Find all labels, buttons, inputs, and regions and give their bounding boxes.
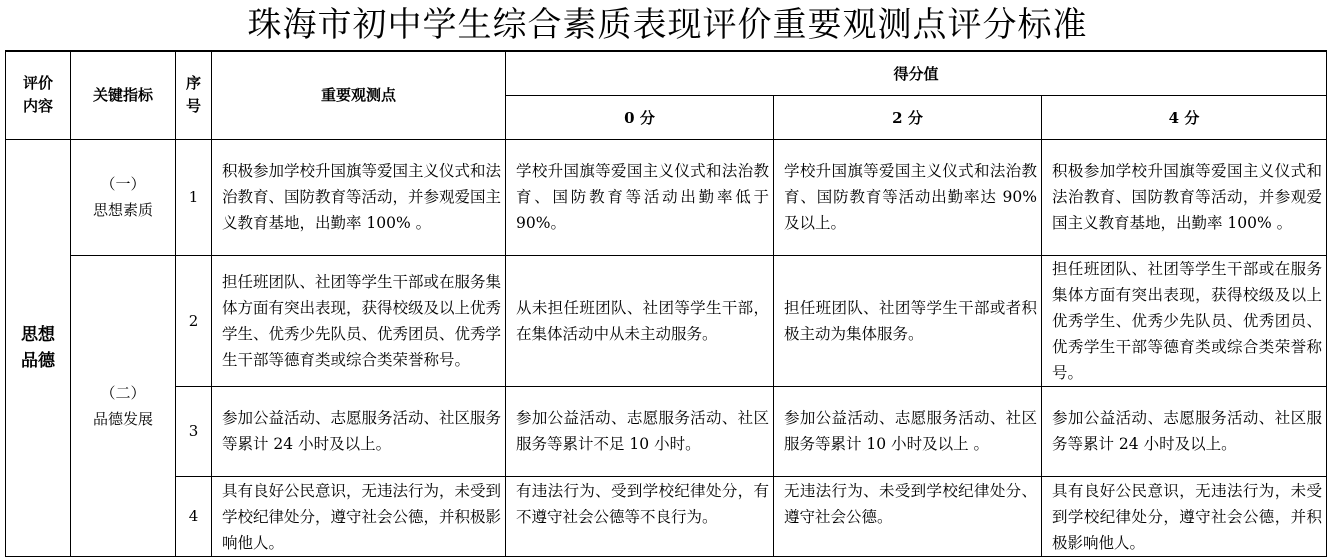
- score-4-cell: 参加公益活动、志愿服务活动、社区服务等累计 24 小时及以上。: [1042, 386, 1327, 476]
- score-2-cell: 参加公益活动、志愿服务活动、社区服务等累计 10 小时及以上 。: [774, 386, 1042, 476]
- indicator-number: （二）: [100, 383, 146, 402]
- score-0-cell: 参加公益活动、志愿服务活动、社区服务等累计不足 10 小时。: [506, 386, 774, 476]
- observation-cell: 担任班团队、社团等学生干部或在服务集体方面有突出表现，获得校级及以上优秀学生、优秀少先队员、优秀团员、优秀学生干部等德育类或综合类荣誉称号。: [212, 255, 506, 386]
- document-title: 珠海市初中学生综合素质表现评价重要观测点评分标准: [247, 5, 1088, 45]
- header-score-4: 4 分: [1042, 95, 1327, 139]
- header-score-group: 得分值: [506, 51, 1327, 95]
- indicator-label: 品德发展: [92, 409, 153, 428]
- observation-cell: 具有良好公民意识，无违法行为，未受到学校纪律处分，遵守社会公德，并积极影响他人。: [212, 476, 506, 556]
- header-number-line-2: 号: [185, 97, 201, 116]
- table-row: [6, 386, 1327, 476]
- table-row: [6, 476, 1327, 556]
- score-0-cell: 从未担任班团队、社团等学生干部，在集体活动中从未主动服务。: [506, 255, 774, 386]
- header-number: [176, 51, 212, 139]
- observation-cell: 积极参加学校升国旗等爱国主义仪式和法治教育、国防教育等活动，并参观爱国主义教育基地，出勤率 100% 。: [212, 139, 506, 255]
- table-row: [6, 139, 1327, 255]
- score-2-cell: 担任班团队、社团等学生干部或者积极主动为集体服务。: [774, 255, 1042, 386]
- score-2-cell: 无违法行为、未受到学校纪律处分、遵守社会公德。: [774, 476, 1042, 556]
- header-category-line-1: 评价: [22, 74, 53, 93]
- header-category-line-2: 内容: [22, 97, 53, 116]
- category-line-1: 思想: [21, 324, 55, 345]
- header-number-line-1: 序: [185, 74, 201, 93]
- scoring-standard-table: [5, 50, 1327, 557]
- score-2-cell: 学校升国旗等爱国主义仪式和法治教育、国防教育等活动出勤率达 90%及以上。: [774, 139, 1042, 255]
- score-4-cell: 具有良好公民意识，无违法行为，未受到学校纪律处分，遵守社会公德，并积极影响他人。: [1042, 476, 1327, 556]
- header-category: [6, 51, 71, 139]
- row-number: 4: [176, 476, 212, 556]
- indicator-cell-thought: [71, 139, 176, 255]
- header-observation: 重要观测点: [212, 51, 506, 139]
- header-row-1: [6, 51, 1327, 95]
- table-row: [6, 255, 1327, 386]
- score-4-cell: 积极参加学校升国旗等爱国主义仪式和法治教育、国防教育等活动，并参观爱国主义教育基地，出勤率 100% 。: [1042, 139, 1327, 255]
- category-line-2: 品德: [21, 350, 55, 371]
- score-0-cell: 有违法行为、受到学校纪律处分，有不遵守社会公德等不良行为。: [506, 476, 774, 556]
- header-score-0: 0 分: [506, 95, 774, 139]
- score-4-cell: 担任班团队、社团等学生干部或在服务集体方面有突出表现，获得校级及以上优秀学生、优秀少先队员、优秀团员、优秀学生干部等德育类或综合类荣誉称号。: [1042, 255, 1327, 386]
- score-0-cell: 学校升国旗等爱国主义仪式和法治教育、国防教育等活动出勤率低于 90%。: [506, 139, 774, 255]
- row-number: 3: [176, 386, 212, 476]
- indicator-label: 思想素质: [92, 201, 153, 219]
- row-number: 1: [176, 139, 212, 255]
- header-score-2: 2 分: [774, 95, 1042, 139]
- category-cell: [6, 139, 71, 556]
- indicator-cell-morality: [71, 255, 176, 556]
- row-number: 2: [176, 255, 212, 386]
- indicator-number: （一）: [100, 175, 146, 193]
- observation-cell: 参加公益活动、志愿服务活动、社区服务等累计 24 小时及以上。: [212, 386, 506, 476]
- header-indicator: 关键指标: [71, 51, 176, 139]
